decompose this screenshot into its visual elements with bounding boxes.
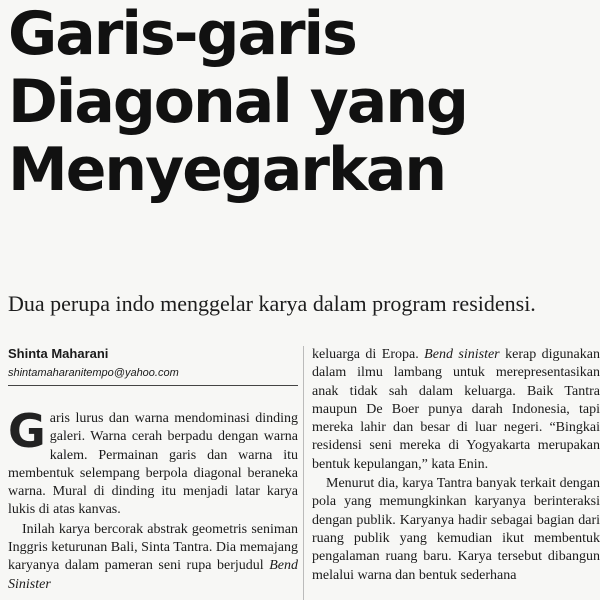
right-column	[312, 346, 600, 585]
paragraph-2	[8, 521, 298, 594]
paragraph-3-end: kerap digunakan dalam ilmu lambang untuk merepresentasikan anak tidak sah dalam keluarga. Baik Tantra maupun De Boer punya darah Indonesia, tapi mereka lahir dan besar di luar negeri. “Bingkai residensi seni mereka di Yogyakarta merupakan bentuk kepulangan,” kata Enin.	[312, 347, 600, 472]
left-column	[8, 346, 298, 594]
paragraph-2-italic: Bend Sinister	[8, 558, 298, 592]
left-body-text	[8, 404, 298, 594]
headline-line-2: Diagonal yang	[8, 67, 467, 137]
paragraph-4-text: Menurut dia, karya Tantra banyak terkait dengan pola yang memungkinkan karyanya berinteraksi dengan publik. Karyanya hadir sebagai bagian dari ruang publik yang kemudian ikut membentuk pengalaman ruang baru. Karya tersebut dibangun melalui warna dan bentuk sederhana	[312, 476, 600, 583]
paragraph-4	[312, 475, 600, 585]
paragraph-3	[312, 346, 600, 474]
paragraph-3-italic: Bend sinister	[424, 347, 500, 362]
paragraph-2-text: Inilah karya bercorak abstrak geometris seniman Inggris keturunan Bali, Sinta Tantra. Dia memajang karyanya dalam pameran seni rupa berjudul	[8, 521, 298, 574]
author-byline: Shinta Maharani	[8, 346, 109, 361]
headline-line-3: Menyegarkan	[8, 135, 446, 205]
drop-cap: G	[8, 404, 46, 458]
paragraph-1-text: aris lurus dan warna mendominasi dinding galeri. Warna cerah berpadu dengan warna kalem. Permainan garis dan warna itu membentuk selempang berpola diagonal beraneka warna. Mural di dinding itu menjadi latar karya lukis di atas kanvas.	[8, 411, 298, 518]
article-subheading: Dua perupa indo menggelar karya dalam program residensi.	[8, 291, 536, 316]
article-headline	[8, 0, 598, 204]
paragraph-1	[8, 404, 298, 520]
right-body-text	[312, 346, 600, 585]
column-divider	[303, 346, 304, 600]
paragraph-3-start: keluarga di Eropa.	[312, 347, 419, 362]
author-email: shintamaharanitempo@yahoo.com	[8, 366, 298, 386]
headline-line-1: Garis-garis	[8, 0, 356, 69]
